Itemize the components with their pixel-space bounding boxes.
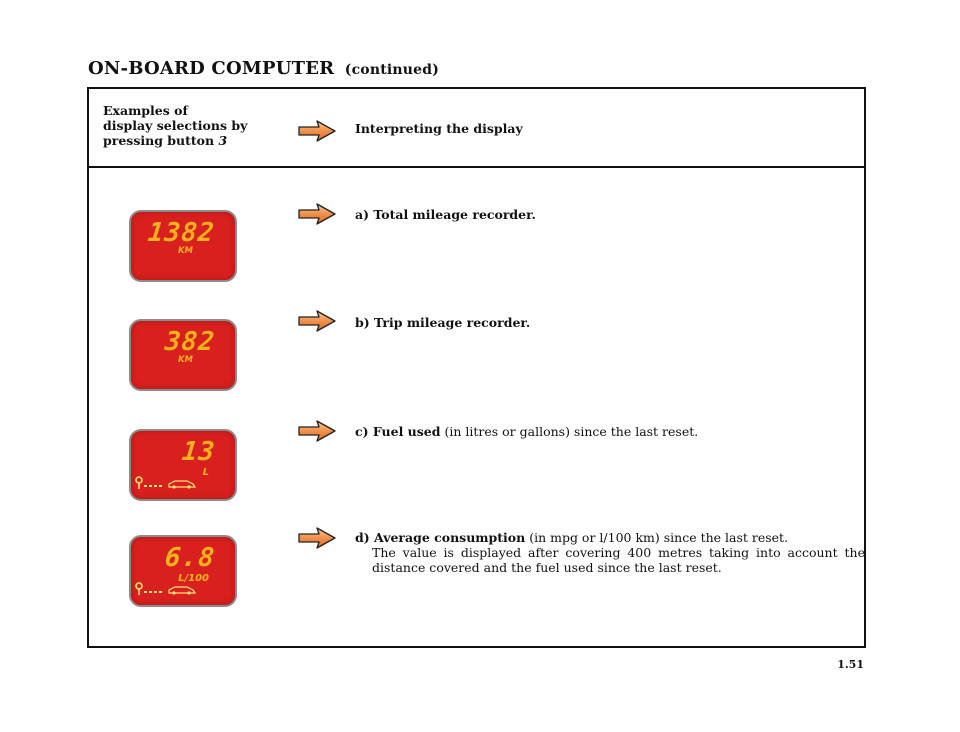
arrow-right-icon (297, 119, 337, 143)
display-digits: 6.8 (163, 543, 217, 573)
page-number: 1.51 (837, 658, 864, 671)
entry-label: c) Fuel used (355, 424, 441, 439)
key-car-icon (135, 581, 199, 597)
entry-continuation: The value is displayed after covering 400 metres taking into account the distance covered and the fuel used since the last reset. (372, 545, 865, 575)
display-fuel-used (129, 429, 237, 501)
entry-fuel-used (355, 424, 865, 439)
display-unit: L/100 (178, 573, 209, 584)
display-unit: KM (177, 355, 193, 365)
display-digits: 13 (180, 437, 217, 467)
page-subtitle: (continued) (344, 62, 440, 78)
column-header-right: Interpreting the display (355, 121, 523, 136)
display-trip-mileage (129, 319, 237, 391)
arrow-right-icon (297, 526, 337, 550)
entry-average-consumption (355, 530, 865, 575)
page-title-text: ON-BOARD COMPUTER (88, 58, 335, 79)
arrow-right-icon (297, 202, 337, 226)
display-digits: 382 (163, 327, 217, 357)
key-car-icon (135, 475, 199, 491)
entry-total-mileage (355, 207, 865, 222)
entry-label: d) Average consumption (355, 530, 526, 545)
entry-description: (in mpg or l/100 km) since the last reset. (525, 530, 789, 545)
display-unit: KM (177, 246, 193, 256)
entry-description: (in litres or gallons) since the last reset. (440, 424, 699, 439)
display-digits: 1382 (146, 218, 217, 248)
arrow-right-icon (297, 419, 337, 443)
content-frame (87, 87, 866, 648)
column-header-left-line-3 (103, 133, 247, 148)
column-header-left-line-2: display selections by (103, 118, 248, 133)
header-divider (89, 166, 864, 168)
display-total-mileage (129, 210, 237, 282)
column-header-left (103, 103, 247, 148)
display-average-consumption (129, 535, 237, 607)
column-header-left-prefix: pressing button (103, 133, 215, 148)
button-number: 3 (218, 133, 228, 148)
page-title (88, 58, 439, 79)
arrow-right-icon (297, 309, 337, 333)
entry-label: b) Trip mileage recorder. (355, 315, 531, 330)
column-header-left-line-1: Examples of (103, 103, 188, 118)
display-unit: L (202, 467, 209, 478)
entry-label: a) Total mileage recorder. (355, 207, 536, 222)
entry-trip-mileage (355, 315, 865, 330)
